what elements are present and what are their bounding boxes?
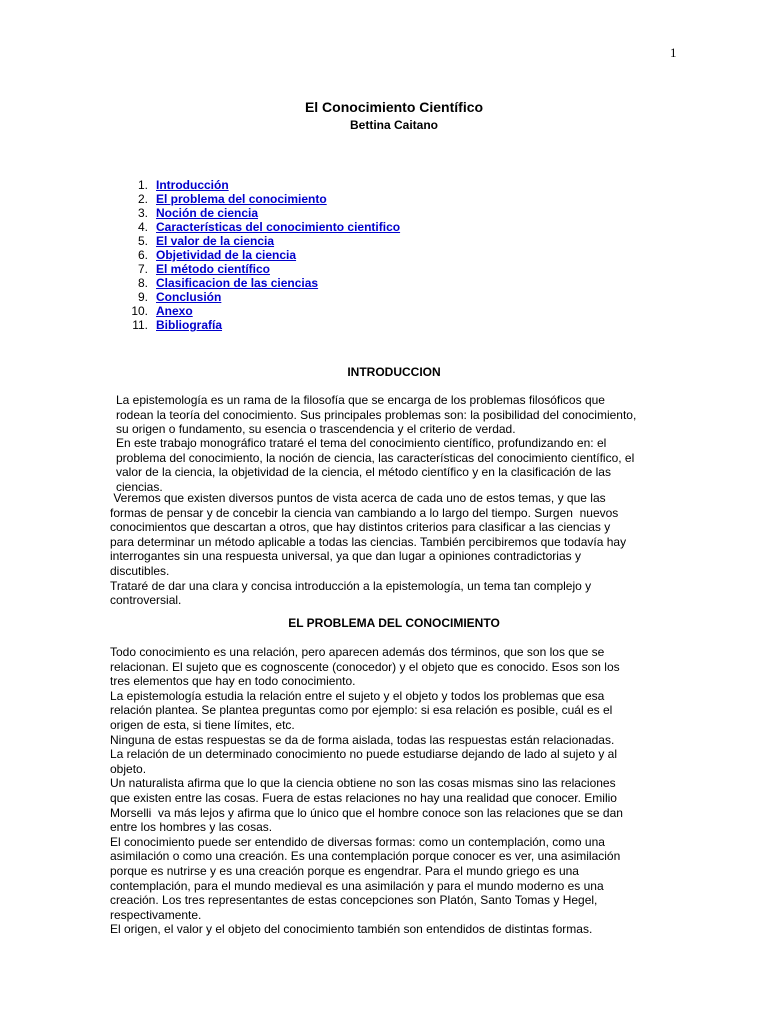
intro-paragraph-1: La epistemología es un rama de la filosofía que se encarga de los problemas filosóficos que rodean la teoría del conocimiento. Sus principales problemas son: la posibilidad del conocimiento, su origen o fundamento, su esencia o trascendencia y el criterio de verdad. (116, 393, 637, 437)
toc-number: 7. (137, 262, 148, 276)
toc-item (120, 262, 400, 276)
toc-number: 2. (137, 192, 148, 206)
toc-number: 9. (137, 290, 148, 304)
toc-link-problema-conocimiento[interactable]: El problema del conocimiento (156, 192, 327, 206)
document-title: El Conocimiento Científico (304, 99, 484, 115)
toc-item (120, 220, 400, 234)
problema-body: Todo conocimiento es una relación, pero aparecen además dos términos, que son los que se relacionan. El sujeto que es cognoscente (conocedor) y el objeto que es conocido. Esos son los tres elementos que hay en todo conocimiento. La epistemología estudia la relación entre el sujeto y el objeto y todos los problemas que esa relación plantea. Se plantea preguntas como por ejemplo: si esa relación es posible, cuál es el origen de esta, si tiene límites, etc. Ninguna de estas respuestas se da de forma aislada, todas las respuestas están relacionadas. La relación de un determinado conocimiento no puede estudiarse dejando de lado al sujeto y al objeto. Un naturalista afirma que lo que la ciencia obtiene no son las cosas mismas sino las relaciones que existen entre las cosas. Fuera de estas relaciones no hay una realidad que conocer. Emilio Morselli va más lejos y afirma que lo único que el hombre conoce son las relaciones que se dan entre los hombres y las cosas. El conocimiento puede ser entendido de diversas formas: como un contemplación, como una asimilación o como una creación. Es una contemplación porque conocer es ver, una asimilación porque es nutrirse y es una creación porque es engendrar. Para el mundo griego es una contemplación, para el mundo medieval es una asimilación y para el mundo moderno es una creación. Los tres representantes de estas concepciones son Platón, Santo Tomas y Hegel, respectivamente. El origen, el valor y el objeto del conocimiento también son entendidos de distintas formas. (110, 645, 623, 937)
toc-link-introduccion[interactable]: Introducción (156, 178, 229, 192)
toc-number: 11. (132, 318, 148, 332)
toc-link-conclusion[interactable]: Conclusión (156, 290, 222, 304)
table-of-contents (120, 178, 400, 332)
toc-link-caracteristicas[interactable]: Características del conocimiento cientifico (156, 220, 401, 234)
toc-item (120, 248, 400, 262)
toc-number: 8. (137, 276, 148, 290)
toc-item (120, 234, 400, 248)
toc-item (120, 192, 400, 206)
intro-paragraph-3: Veremos que existen diversos puntos de vista acerca de cada uno de estos temas, y que las formas de pensar y de concebir la ciencia van cambiando a lo largo del tiempo. Surgen nuevos conocimientos que descartan a otros, que hay distintos criterios para clasificar a las ciencias y para determinar un método aplicable a todas las ciencias. También percibiremos que todavía hay interrogantes sin una respuesta universal, ya que dan lugar a opiniones contradictorias y discutibles. Trataré de dar una clara y concisa introducción a la epistemología, un tema tan complejo y controversial. (110, 491, 627, 608)
toc-link-bibliografia[interactable]: Bibliografía (156, 318, 223, 332)
toc-item (120, 178, 400, 192)
toc-item (120, 318, 400, 332)
toc-item (120, 290, 400, 304)
document-author: Bettina Caitano (349, 118, 438, 132)
toc-link-valor-ciencia[interactable]: El valor de la ciencia (156, 234, 275, 248)
toc-number: 4. (137, 220, 148, 234)
toc-link-nocion-ciencia[interactable]: Noción de ciencia (156, 206, 259, 220)
toc-link-clasificacion[interactable]: Clasificacion de las ciencias (156, 276, 319, 290)
intro-paragraph-2: En este trabajo monográfico trataré el tema del conocimiento científico, profundizando en: el problema del conocimiento, la noción de ciencia, las características del conocimiento científico, el valor de la ciencia, la objetividad de la ciencia, el método científico y en la clasificación de las ciencias. (116, 436, 635, 494)
page-number: 1 (670, 45, 677, 60)
toc-link-anexo[interactable]: Anexo (156, 304, 193, 318)
toc-item (120, 206, 400, 220)
toc-number: 5. (137, 234, 148, 248)
toc-link-metodo[interactable]: El método científico (156, 262, 271, 276)
section-heading-introduccion: INTRODUCCION (347, 365, 441, 379)
toc-item (120, 276, 400, 290)
section-heading-problema: EL PROBLEMA DEL CONOCIMIENTO (288, 616, 500, 630)
toc-item (120, 304, 400, 318)
toc-number: 10. (131, 304, 148, 318)
toc-number: 6. (137, 248, 148, 262)
toc-link-objetividad[interactable]: Objetividad de la ciencia (156, 248, 297, 262)
toc-number: 3. (137, 206, 148, 220)
toc-number: 1. (137, 178, 148, 192)
